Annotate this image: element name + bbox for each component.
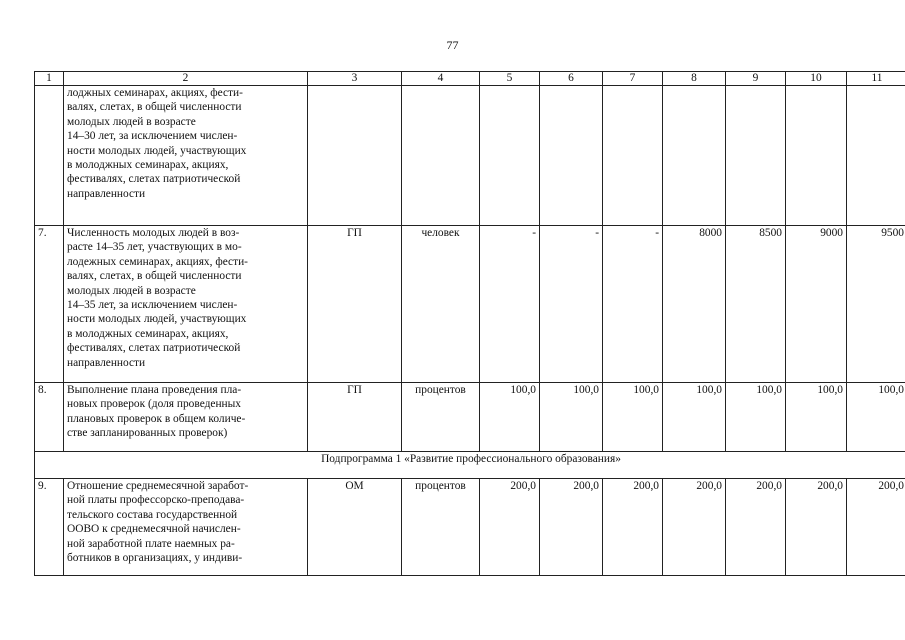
- column-number: 4: [402, 72, 480, 86]
- indicator-name-line: стве запланированных проверок): [67, 427, 228, 440]
- indicator-name-line: направленности: [67, 187, 146, 200]
- indicator-name-line: молодых людей в возрасте: [67, 115, 196, 128]
- indicator-name-line: в молоджных семинарах, акциях,: [67, 327, 229, 340]
- table-row-continued: [35, 86, 905, 226]
- indicator-name-line: направленности: [67, 356, 146, 369]
- indicator-name: [64, 383, 308, 452]
- indicator-type: ОМ: [308, 479, 402, 576]
- value-cell: 200,0: [663, 479, 726, 576]
- column-number: 8: [663, 72, 726, 86]
- indicator-name-line: в молоджных семинарах, акциях,: [67, 159, 229, 172]
- indicator-name-line: валях, слетах, в общей численности: [67, 270, 242, 283]
- value-cell: 100,0: [663, 383, 726, 452]
- indicator-name-line: ности молодых людей, участвующих: [67, 313, 247, 326]
- value-cell: 200,0: [480, 479, 540, 576]
- value-cell: [603, 86, 663, 226]
- value-cell: 200,0: [540, 479, 603, 576]
- table-row-7: [35, 226, 905, 383]
- unit-of-measure: [402, 86, 480, 226]
- page-number: 77: [446, 38, 459, 52]
- value-cell: [663, 86, 726, 226]
- column-number: 10: [786, 72, 847, 86]
- indicator-name-line: ООВО к среднемесячной начислен-: [67, 523, 241, 536]
- row-number: 9.: [35, 479, 64, 576]
- indicator-name-line: 14–30 лет, за исключением числен-: [67, 130, 238, 143]
- value-cell: 200,0: [603, 479, 663, 576]
- indicator-name-line: ной платы профессорско-преподава-: [67, 494, 245, 507]
- value-cell: 9500: [847, 226, 905, 383]
- indicator-type: ГП: [308, 383, 402, 452]
- indicator-type: ГП: [308, 226, 402, 383]
- indicator-name-line: 14–35 лет, за исключением числен-: [67, 299, 238, 312]
- value-cell: 100,0: [847, 383, 905, 452]
- indicator-name-line: валях, слетах, в общей численности: [67, 101, 242, 114]
- column-number: 1: [35, 72, 64, 86]
- value-cell: [480, 86, 540, 226]
- value-cell: 8500: [726, 226, 786, 383]
- column-number: 7: [603, 72, 663, 86]
- value-cell: 200,0: [847, 479, 905, 576]
- value-cell: [786, 86, 847, 226]
- value-cell: 100,0: [480, 383, 540, 452]
- indicator-name: [64, 479, 308, 576]
- column-number: 3: [308, 72, 402, 86]
- value-cell: [540, 86, 603, 226]
- indicator-name-line: ботников в организациях, у индиви-: [67, 552, 243, 565]
- column-number: 2: [64, 72, 308, 86]
- column-number-row: [35, 72, 905, 86]
- unit-of-measure: процентов: [402, 479, 480, 576]
- row-number: 8.: [35, 383, 64, 452]
- column-number: 5: [480, 72, 540, 86]
- column-number: 9: [726, 72, 786, 86]
- unit-of-measure: процентов: [402, 383, 480, 452]
- indicator-name: [64, 226, 308, 383]
- row-number: [35, 86, 64, 226]
- value-cell: 100,0: [726, 383, 786, 452]
- value-cell: 100,0: [540, 383, 603, 452]
- subprogram-row: [35, 452, 905, 479]
- table-row-9: [35, 479, 905, 576]
- indicators-table: [34, 71, 905, 576]
- indicator-name-line: ности молодых людей, участвующих: [67, 144, 247, 157]
- indicator-name-line: фестивалях, слетах патриотической: [67, 173, 241, 186]
- value-cell: 200,0: [786, 479, 847, 576]
- indicator-name-line: молодых людей в возрасте: [67, 284, 196, 297]
- value-cell: 200,0: [726, 479, 786, 576]
- value-cell: 100,0: [603, 383, 663, 452]
- value-cell: -: [540, 226, 603, 383]
- indicator-name-line: расте 14–35 лет, участвующих в мо-: [67, 241, 242, 254]
- indicator-name-line: лодежных семинарах, акциях, фести-: [67, 255, 248, 268]
- indicator-name-line: лоджных семинарах, акциях, фести-: [67, 87, 243, 99]
- value-cell: 100,0: [786, 383, 847, 452]
- indicator-name-line: Численность молодых людей в воз-: [67, 227, 240, 239]
- column-number: 11: [847, 72, 905, 86]
- value-cell: 9000: [786, 226, 847, 383]
- column-number: 6: [540, 72, 603, 86]
- value-cell: -: [603, 226, 663, 383]
- value-cell: 8000: [663, 226, 726, 383]
- indicator-type: [308, 86, 402, 226]
- indicator-name-line: Отношение среднемесячной заработ-: [67, 480, 249, 492]
- indicator-name-line: новых проверок (доля проведенных: [67, 398, 241, 411]
- value-cell: [726, 86, 786, 226]
- row-number: 7.: [35, 226, 64, 383]
- indicator-name-line: ной заработной плате наемных ра-: [67, 537, 235, 550]
- indicator-name-line: плановых проверок в общем количе-: [67, 412, 246, 425]
- indicator-name-line: тельского состава государственной: [67, 508, 238, 521]
- table-row-8: [35, 383, 905, 452]
- indicator-name-line: Выполнение плана проведения пла-: [67, 384, 242, 396]
- value-cell: -: [480, 226, 540, 383]
- value-cell: [847, 86, 905, 226]
- indicator-name-line: фестивалях, слетах патриотической: [67, 342, 241, 355]
- subprogram-title: Подпрограмма 1 «Развитие профессионального образования»: [35, 452, 905, 479]
- indicator-name: [64, 86, 308, 226]
- unit-of-measure: человек: [402, 226, 480, 383]
